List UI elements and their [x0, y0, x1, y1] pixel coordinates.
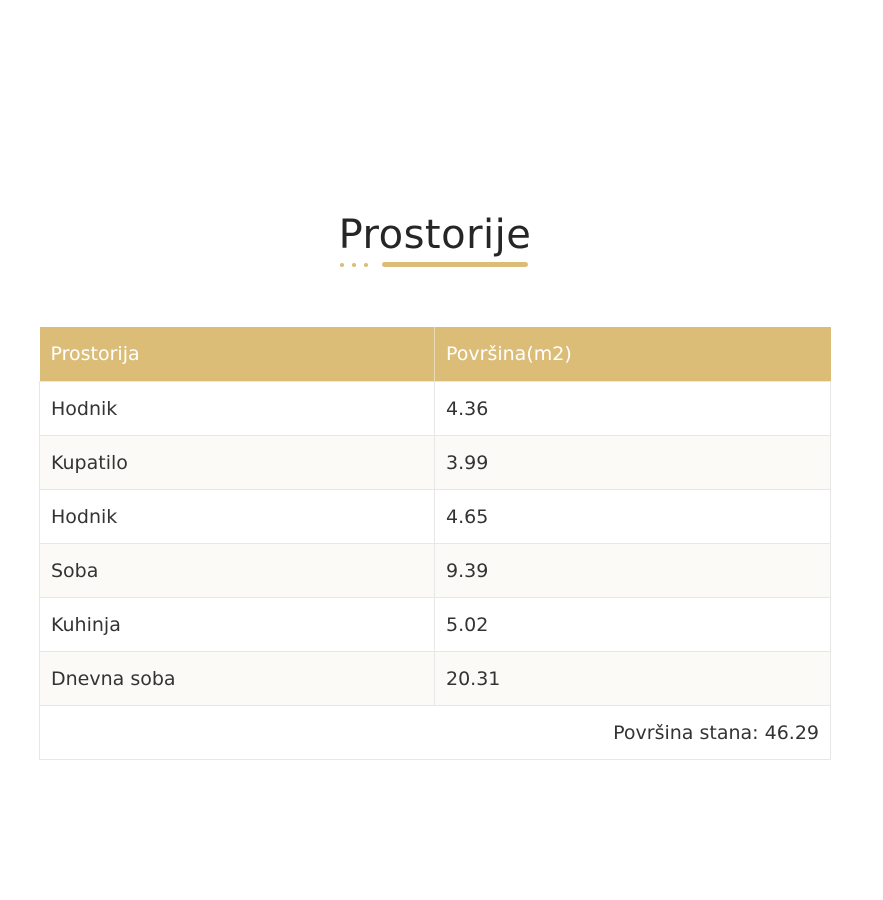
room-name-cell: Soba: [40, 544, 435, 598]
divider-dot: [352, 263, 356, 267]
table-row: [40, 436, 831, 490]
page-title: Prostorije: [338, 211, 532, 258]
room-area-cell: 4.36: [435, 382, 831, 436]
room-name-cell: Kupatilo: [40, 436, 435, 490]
room-name-cell: Dnevna soba: [40, 652, 435, 706]
rooms-table: [39, 327, 831, 760]
divider-bar: [382, 262, 528, 267]
table-row: [40, 490, 831, 544]
table-header-row: [40, 327, 831, 382]
room-name-cell: Hodnik: [40, 382, 435, 436]
divider-dot: [340, 263, 344, 267]
room-name-cell: Kuhinja: [40, 598, 435, 652]
room-area-cell: 20.31: [435, 652, 831, 706]
table-row: [40, 544, 831, 598]
table-total-row: [40, 706, 831, 760]
room-name-cell: Hodnik: [40, 490, 435, 544]
table-row: [40, 598, 831, 652]
table-row: [40, 382, 831, 436]
divider-dot: [364, 263, 368, 267]
room-area-cell: 4.65: [435, 490, 831, 544]
total-area-cell: Površina stana: 46.29: [40, 706, 831, 760]
column-header-area: Površina(m2): [435, 327, 831, 382]
room-area-cell: 3.99: [435, 436, 831, 490]
table-row: [40, 652, 831, 706]
room-area-cell: 5.02: [435, 598, 831, 652]
column-header-room: Prostorija: [40, 327, 435, 382]
room-area-cell: 9.39: [435, 544, 831, 598]
